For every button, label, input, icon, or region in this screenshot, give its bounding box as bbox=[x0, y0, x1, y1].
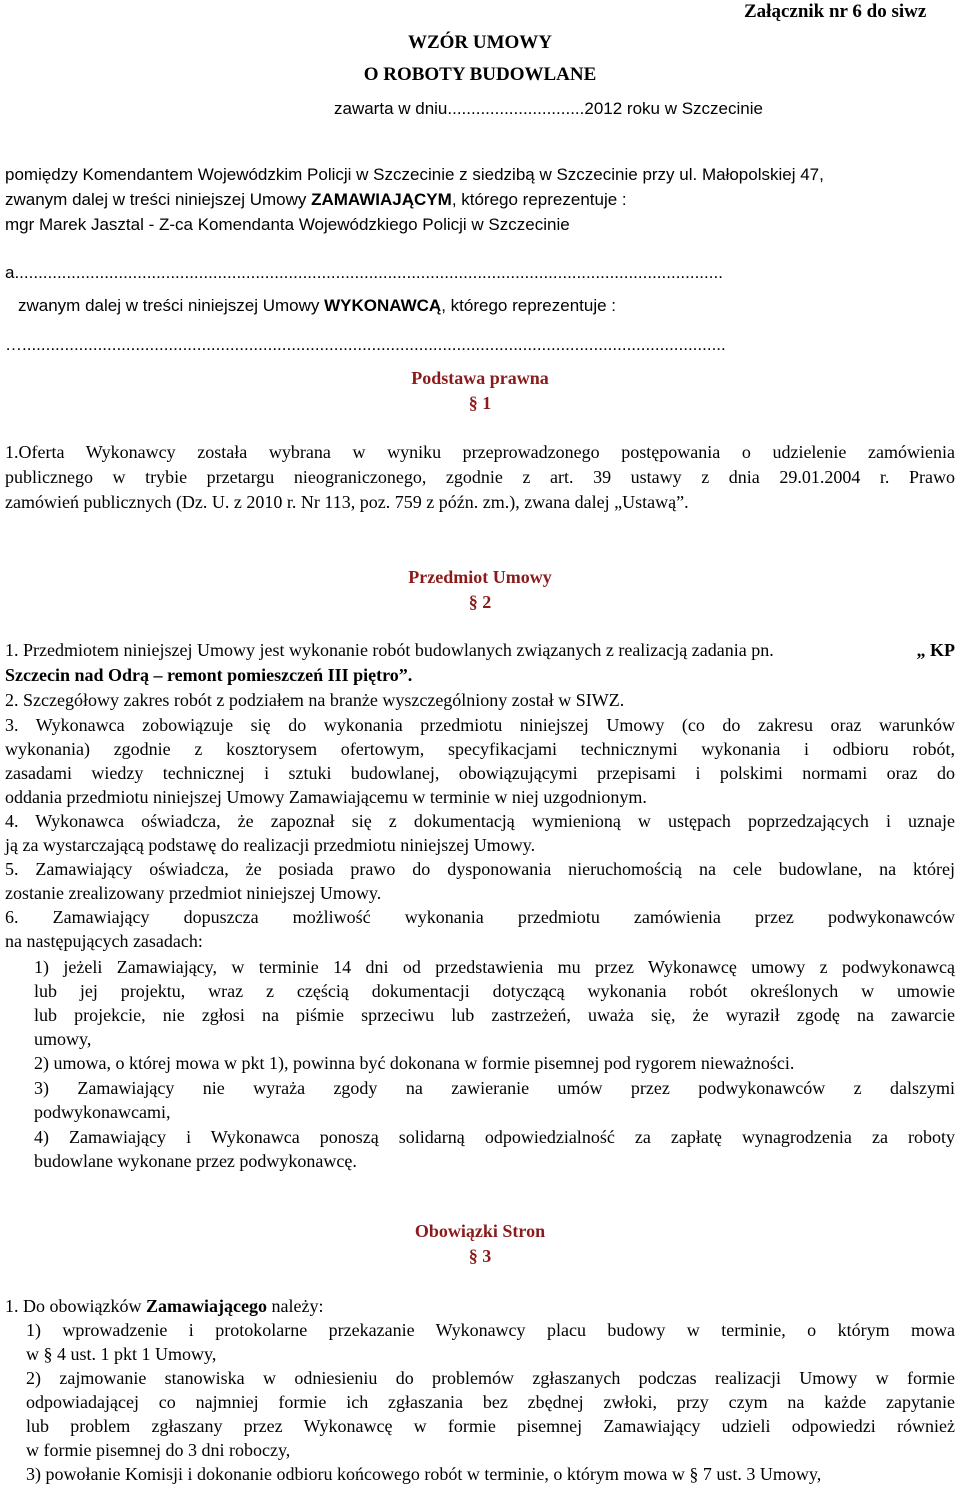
section-1-number: § 1 bbox=[468, 393, 492, 413]
parties-line-2 bbox=[5, 188, 627, 212]
subcontract-rule-3-line-1: 3) Zamawiający nie wyraża zgody na zawieranie umów przez podwykonawców z dalszymi bbox=[34, 1078, 955, 1098]
party-contractor: WYKONAWCĄ bbox=[324, 296, 442, 315]
ordering-duty-2-line-2: odpowiadającej co najmniej formie ich zgłaszania bez zbędnej zwłoki, przy czym na każde zapytanie bbox=[26, 1392, 955, 1412]
section-1-line-3: zamówień publicznych (Dz. U. z 2010 r. Nr 113, poz. 759 z późn. zm.), zwana dalej „Ustawą”. bbox=[5, 492, 689, 512]
parties-line-5-text: zwanym dalej w treści niniejszej Umowy bbox=[18, 296, 325, 315]
task-name-start: „ KP bbox=[916, 640, 955, 660]
attachment-label: Załącznik nr 6 do siwz bbox=[744, 1, 927, 22]
section-3-item-1 bbox=[5, 1294, 323, 1318]
section-2-number: § 2 bbox=[468, 592, 492, 612]
document-subtitle: O ROBOTY BUDOWLANE bbox=[363, 64, 597, 85]
document-title: WZÓR UMOWY bbox=[407, 32, 553, 53]
parties-line-5 bbox=[18, 294, 616, 318]
section-2-item-1-text: 1. Przedmiotem niniejszej Umowy jest wykonanie robót budowlanych związanych z realizacją zadania pn. bbox=[5, 640, 774, 660]
section-2-item-5-line-1: 5. Zamawiający oświadcza, że posiada prawo do dysponowania nieruchomością na cele budowlane, na której bbox=[5, 859, 955, 879]
section-3-item-1-tail: należy: bbox=[266, 1296, 324, 1316]
subcontract-rule-4-line-1: 4) Zamawiający i Wykonawca ponoszą solidarną odpowiedzialność za zapłatę wynagrodzenia za roboty bbox=[34, 1127, 955, 1147]
ordering-duty-2-line-4: w formie pisemnej do 3 dni roboczy, bbox=[26, 1440, 291, 1460]
parties-line-1: pomiędzy Komendantem Wojewódzkim Policji w Szczecinie z siedzibą w Szczecinie przy ul. Małopolskiej 47, bbox=[5, 165, 824, 184]
subcontract-rule-4-line-2: budowlane wykonane przez podwykonawcę. bbox=[34, 1151, 357, 1171]
section-2-item-3-line-1: 3. Wykonawca zobowiązuje się do wykonania przedmiotu niniejszej Umowy (co do zakresu oraz warunków bbox=[5, 715, 955, 735]
ordering-duty-1-line-2: w § 4 ust. 1 pkt 1 Umowy, bbox=[26, 1344, 217, 1364]
section-2-item-3-line-2: wykonania) zgodnie z kosztorysem ofertowym, specyfikacjami technicznymi wykonania i odbioru robót, bbox=[5, 739, 955, 759]
section-3-item-1-text: 1. Do obowiązków bbox=[5, 1296, 146, 1316]
subcontract-rule-1-line-3: lub projekcie, nie zgłosi na piśmie sprzeciwu lub zastrzeżeń, uważa się, że wyraził zgodę na zawarcie bbox=[34, 1005, 955, 1025]
ordering-duty-3-line-1: 3) powołanie Komisji i dokonanie odbioru końcowego robót w terminie, o którym mowa w § 7 ust. 3 Umowy, bbox=[26, 1464, 822, 1484]
section-2-item-4-line-1: 4. Wykonawca oświadcza, że zapoznał się z dokumentacją wymienioną w ustępach poprzedzających i uznaje bbox=[5, 811, 955, 831]
subcontract-rule-3-line-2: podwykonawcami, bbox=[34, 1102, 171, 1122]
subcontract-rule-2: 2) umowa, o której mowa w pkt 1), powinna być dokonana w formie pisemnej pod rygorem nieważności. bbox=[34, 1053, 795, 1073]
subcontract-rule-1-line-1: 1) jeżeli Zamawiający, w terminie 14 dni od przedstawienia mu przez Wykonawcę umowy z podwykonawcą bbox=[34, 957, 955, 977]
parties-line-2-tail: , którego reprezentuje : bbox=[451, 190, 627, 209]
party-ordering: ZAMAWIAJĄCYM bbox=[311, 190, 452, 209]
ordering-party-bold: Zamawiającego bbox=[145, 1296, 267, 1316]
section-3-number: § 3 bbox=[468, 1246, 492, 1266]
section-3-heading: Obowiązki Stron bbox=[414, 1221, 546, 1241]
parties-line-3: mgr Marek Jasztal - Z-ca Komendanta Wojewódzkiego Policji w Szczecinie bbox=[5, 215, 570, 234]
subcontract-rule-1-line-2: lub jej projektu, wraz z częścią dokumentacji dotyczącą wykonania robót określonych w umowie bbox=[34, 981, 955, 1001]
task-name: Szczecin nad Odrą – remont pomieszczeń III piętro”. bbox=[5, 665, 413, 685]
concluded-line: zawarta w dniu.............................2012 roku w Szczecinie bbox=[334, 99, 763, 118]
section-1-line-2: publicznego w trybie przetargu nieograniczonego, zgodnie z art. 39 ustawy z dnia 29.01.2004 r. Prawo bbox=[5, 467, 955, 487]
section-2-item-4-line-2: ją za wystarczającą podstawę do realizacji przedmiotu niniejszej Umowy. bbox=[5, 835, 536, 855]
section-1-line-1: 1.Oferta Wykonawcy została wybrana w wyniku przeprowadzonego postępowania o udzielenie zamówienia bbox=[5, 442, 955, 462]
section-2-item-2: 2. Szczegółowy zakres robót z podziałem na branże wyszczególniony został w SIWZ. bbox=[5, 690, 625, 710]
section-2-item-6-line-2: na następujących zasadach: bbox=[5, 931, 203, 951]
section-2-item-1 bbox=[5, 638, 955, 662]
parties-line-5-tail: , którego reprezentuje : bbox=[441, 296, 617, 315]
ordering-duty-2-line-1: 2) zajmowanie stanowiska w odniesieniu do problemów zgłaszanych podczas realizacji Umowy w formie bbox=[26, 1368, 955, 1388]
ordering-duty-1-line-1: 1) wprowadzenie i protokolarne przekazanie Wykonawcy placu budowy w terminie, o którym mowa bbox=[26, 1320, 955, 1340]
ordering-duty-2-line-3: lub problem zgłaszany przez Wykonawcę w formie pisemnej Zamawiający udzieli odpowiedzi również bbox=[26, 1416, 955, 1436]
contractor-rep-blank: …..................................................................................................................................................... bbox=[5, 335, 726, 354]
section-2-heading: Przedmiot Umowy bbox=[408, 567, 552, 587]
section-2-item-3-line-3: zasadami wiedzy technicznej i sztuki budowlanej, obowiązującymi przepisami i polskimi normami oraz do bbox=[5, 763, 955, 783]
parties-line-2-text: zwanym dalej w treści niniejszej Umowy bbox=[5, 190, 312, 209]
section-2-item-5-line-2: zostanie zrealizowany przedmiot niniejszej Umowy. bbox=[5, 883, 382, 903]
section-2-item-6-line-1: 6. Zamawiający dopuszcza możliwość wykonania przedmiotu zamówienia przez podwykonawców bbox=[5, 907, 955, 927]
subcontract-rule-1-line-4: umowy, bbox=[34, 1029, 92, 1049]
section-2-item-3-line-4: oddania przedmiotu niniejszej Umowy Zamawiającemu w terminie w niej uzgodnionym. bbox=[5, 787, 647, 807]
section-1-heading: Podstawa prawna bbox=[411, 368, 549, 388]
contractor-name-blank: a...................................................................................................................................................... bbox=[5, 263, 723, 282]
